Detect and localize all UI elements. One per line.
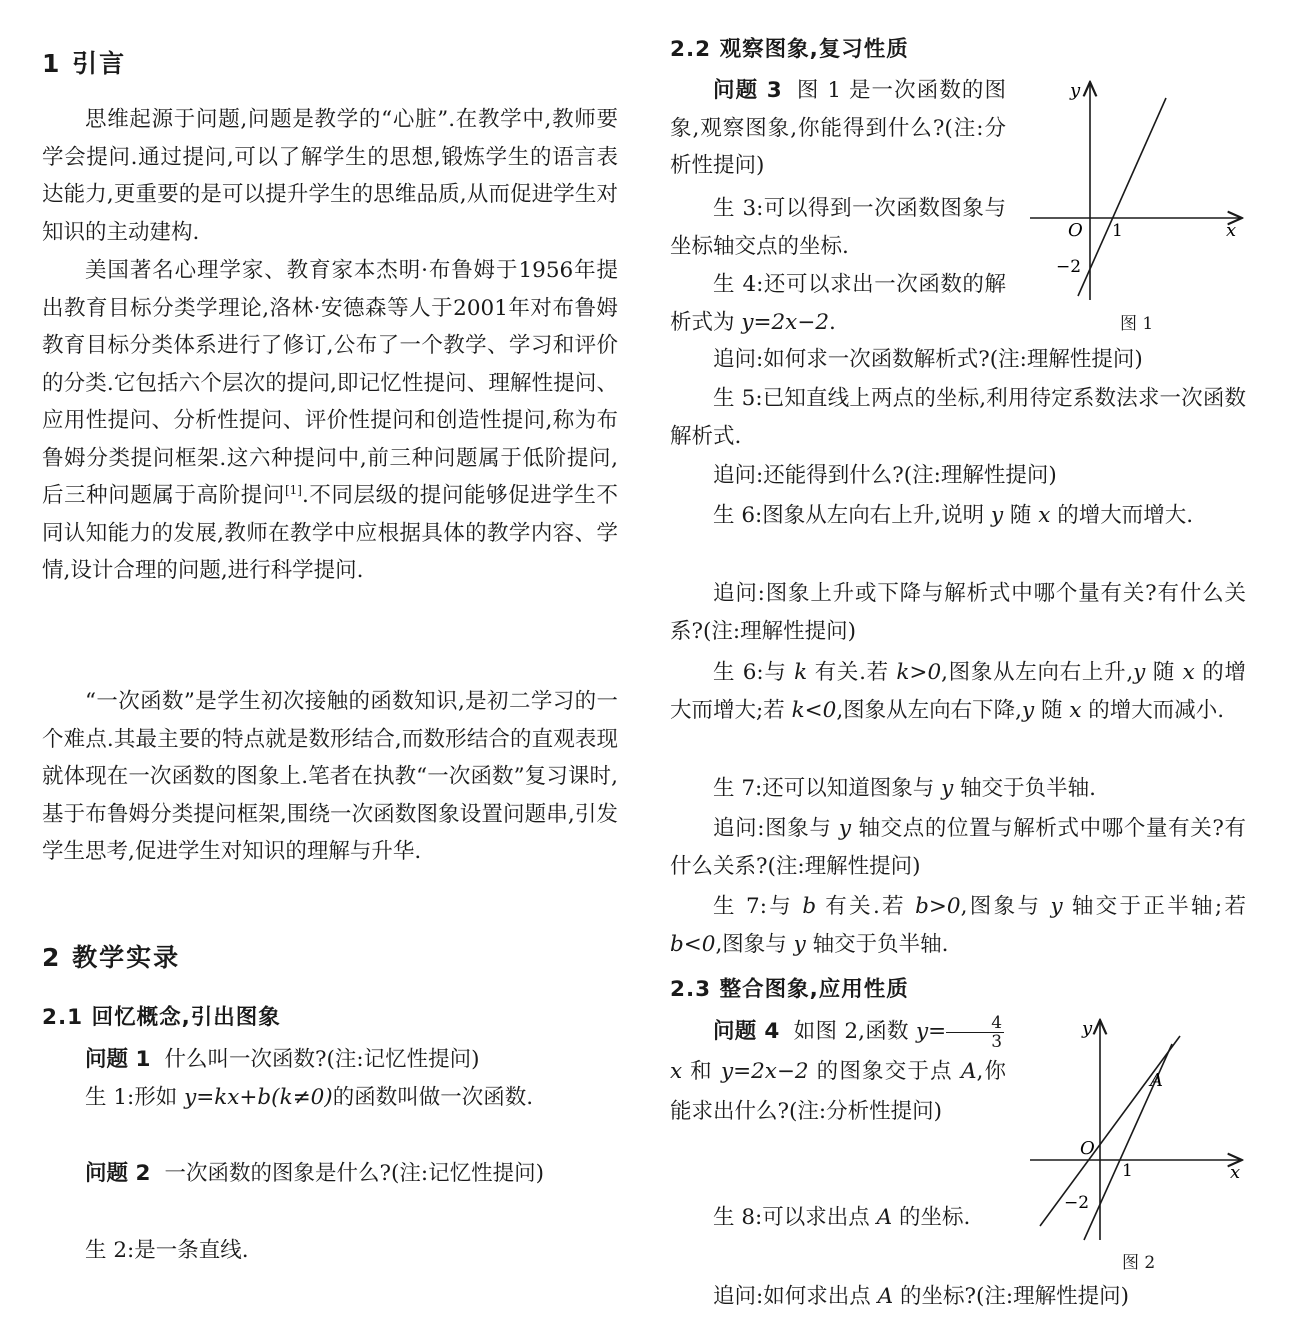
s8-a: 生 8:可以求出点 [713,1205,877,1230]
s7b-bl: b<0 [670,931,716,957]
figure-2-graph [1026,1014,1248,1246]
s7b-y2: y [793,931,806,957]
section-2-2-title: 2.2 观察图象,复习性质 [670,37,909,62]
q4-b: 和 [682,1059,721,1084]
s8-b: 的坐标. [892,1205,971,1230]
s6b-g: 随 [1034,697,1070,723]
s7b-y1: y [1050,894,1063,919]
question-1 [42,1041,618,1079]
question-3-text: 图 1 是一次函数的图象,观察图象,你能得到什么?(注:分析性提问) [670,78,1006,178]
q4-num: 4 [946,1014,1004,1033]
figure-2-origin: O [1080,1138,1095,1159]
s7b-d: 轴交于正半轴;若 [1062,894,1246,919]
student-1-answer [42,1079,618,1117]
student-6-answer-a: 生 6:图象从左向右上升,说明 [713,503,991,528]
f5-A: A [877,1284,894,1309]
s7-b: 轴交于负半轴. [953,776,1096,801]
figure-2-y-label: y [1082,1018,1093,1039]
student-1-answer-b: 的函数叫做一次函数. [332,1085,534,1110]
student-5-answer: 生 5:已知直线上两点的坐标,利用待定系数法求一次函数解析式. [670,386,1246,449]
s6b-k2: k<0 [791,697,837,723]
question-2 [42,1155,618,1193]
figure-1-tick-x: 1 [1112,221,1123,241]
figure-1-graph [1026,74,1248,306]
intro-paragraph-2 [42,252,618,590]
student-4-answer [670,266,1006,341]
q4-A: A [960,1059,977,1084]
q4-c: 的图象交于点 [808,1059,961,1084]
s7b-f: 轴交于负半轴. [805,931,949,957]
s7b-b: 有关.若 [816,894,916,919]
question-4-label: 问题 4 [713,1019,780,1044]
f4-a: 追问:图象与 [713,816,839,841]
section-2-title: 2 教学实录 [42,943,181,972]
question-1-text: 什么叫一次函数?(注:记忆性提问) [164,1047,480,1072]
s7b-b1: b [802,894,817,919]
s7-a: 生 7:还可以知道图象与 [713,776,942,801]
figure-2-tick-y: −2 [1064,1193,1090,1213]
figure-1-x-label: x [1226,220,1237,241]
s7b-bg: b>0 [915,894,961,919]
s7b-c: ,图象与 [960,894,1051,919]
student-7-second-answer [670,888,1246,963]
student-6-second-answer [670,654,1246,729]
figure-1-y-label: y [1070,80,1081,101]
section-2-3-title: 2.3 整合图象,应用性质 [670,977,909,1002]
s6b-k: k [794,660,808,685]
figure-1 [1026,74,1248,306]
intro-paragraph-1: 思维起源于问题,问题是教学的“心脏”.在教学中,教师要学会提问.通过提问,可以了解学生的思想,锻炼学生的语言表达能力,更重要的是可以提升学生的思维品质,从而促进学生对知识的主动建构. [42,107,618,245]
s6b-y2: y [1022,697,1035,723]
s8-A: A [876,1205,893,1230]
question-2-label: 问题 2 [85,1161,151,1186]
f5-b: 的坐标?(注:理解性提问) [893,1284,1130,1309]
s6b-h: 的增大而减小. [1081,697,1225,723]
figure-2 [1026,1014,1248,1246]
student-7-answer [670,770,1246,808]
followup-5 [670,1278,1246,1316]
figure-1-caption: 图 1 [1120,314,1154,334]
q4-fn: y=2x−2 [720,1059,809,1084]
s6b-x2: x [1069,697,1082,723]
student-6-answer-b: 随 [1003,503,1039,528]
s7b-a: 生 7:与 [713,894,803,919]
s6b-x1: x [1182,660,1195,685]
followup-3: 追问:图象上升或下降与解析式中哪个量有关?有什么关系?(注:理解性提问) [670,581,1246,644]
s7-y: y [941,776,954,801]
question-1-label: 问题 1 [85,1047,151,1072]
student-6-x: x [1038,503,1051,528]
followup-4 [670,810,1246,885]
figure-2-x-label: x [1230,1162,1241,1183]
question-3 [670,72,1006,185]
intro-paragraph-2-text-b: .不同层级的提问能够促进学生不同认知能力的发展,教师在教学中应根据具体的教学内容、学情,设计合理的问题,进行科学提问. [42,483,618,583]
figure-1-tick-y: −2 [1056,257,1082,277]
s6b-b: 有关.若 [807,660,897,685]
f4-y: y [838,816,852,841]
student-1-math: y=kx+b(k≠0) [184,1085,333,1110]
figure-2-point-A: A [1150,1070,1163,1091]
student-2-answer: 生 2:是一条直线. [85,1238,249,1263]
s6b-e: 的增大而增大;若 [670,660,1247,723]
student-6-y: y [990,503,1004,528]
question-3-label: 问题 3 [713,78,782,103]
followup-2: 追问:还能得到什么?(注:理解性提问) [713,463,1057,488]
followup-1: 追问:如何求一次函数解析式?(注:理解性提问) [713,347,1143,372]
citation-ref: [1] [284,482,302,497]
q4-den: 3 [991,1031,1003,1052]
s6b-y1: y [1133,660,1146,685]
s6b-f: ,图象从左向右下降, [836,697,1022,723]
student-1-answer-a: 生 1:形如 [85,1085,185,1110]
question-4 [670,1012,1006,1132]
q4-d: ,你能求出什么?(注:分析性提问) [670,1059,1007,1124]
student-4-answer-b: . [829,309,836,335]
figure-2-caption: 图 2 [1122,1253,1156,1273]
figure-1-line [1078,98,1166,296]
intro-paragraph-3: “一次函数”是学生初次接触的函数知识,是初二学习的一个难点.其最主要的特点就是数形结合,而数形结合的直观表现就体现在一次函数的图象上.笔者在执教“一次函数”复习课时,基于布鲁姆分类提问框架,围绕一次函数图象设置问题串,引发学生思考,促进学生对知识的理解与升华. [42,689,618,864]
q4-y: y= [916,1019,947,1044]
q4-a: 如图 2,函数 [793,1019,917,1044]
q4-fraction [946,1014,1004,1051]
s6b-c: ,图象从左向右上升, [941,660,1134,685]
student-4-math: y=2x−2 [741,309,830,335]
figure-1-origin: O [1068,220,1083,241]
student-6-answer-c: 的增大而增大. [1050,503,1194,528]
student-6-answer [670,497,1246,535]
question-2-text: 一次函数的图象是什么?(注:记忆性提问) [164,1161,545,1186]
s6b-a: 生 6:与 [713,660,795,685]
s7b-e: ,图象与 [715,931,794,957]
student-4-answer-a: 生 4:还可以求出一次函数的解析式为 [670,272,1006,335]
s6b-d: 随 [1145,660,1183,685]
figure-2-tick-x: 1 [1122,1161,1133,1181]
intro-paragraph-2-text-a: 美国著名心理学家、教育家本杰明·布鲁姆于1956年提出教育目标分类学理论,洛林·安德森等人于2001年对布鲁姆教育目标分类体系进行了修订,公布了一个教学、学习和评价的分类.它包括六个层次的提问,即记忆性提问、理解性提问、应用性提问、分析性提问、评价性提问和创造性提问,称为布鲁姆分类提问框架.这六种提问中,前三种问题属于低阶提问,后三种问题属于高阶提问 [42,258,618,508]
figure-2-line-a [1040,1036,1180,1226]
section-1-title: 1 引言 [42,49,127,78]
section-2-1-title: 2.1 回忆概念,引出图象 [42,1005,281,1030]
q4-x: x [670,1059,683,1084]
student-8-answer [670,1199,1006,1237]
f5-a: 追问:如何求出点 [713,1284,878,1309]
student-3-answer: 生 3:可以得到一次函数图象与坐标轴交点的坐标. [670,196,1006,259]
s6b-k1: k>0 [896,660,942,685]
f4-b: 轴交点的位置与解析式中哪个量有关?有什么关系?(注:理解性提问) [670,816,1246,879]
